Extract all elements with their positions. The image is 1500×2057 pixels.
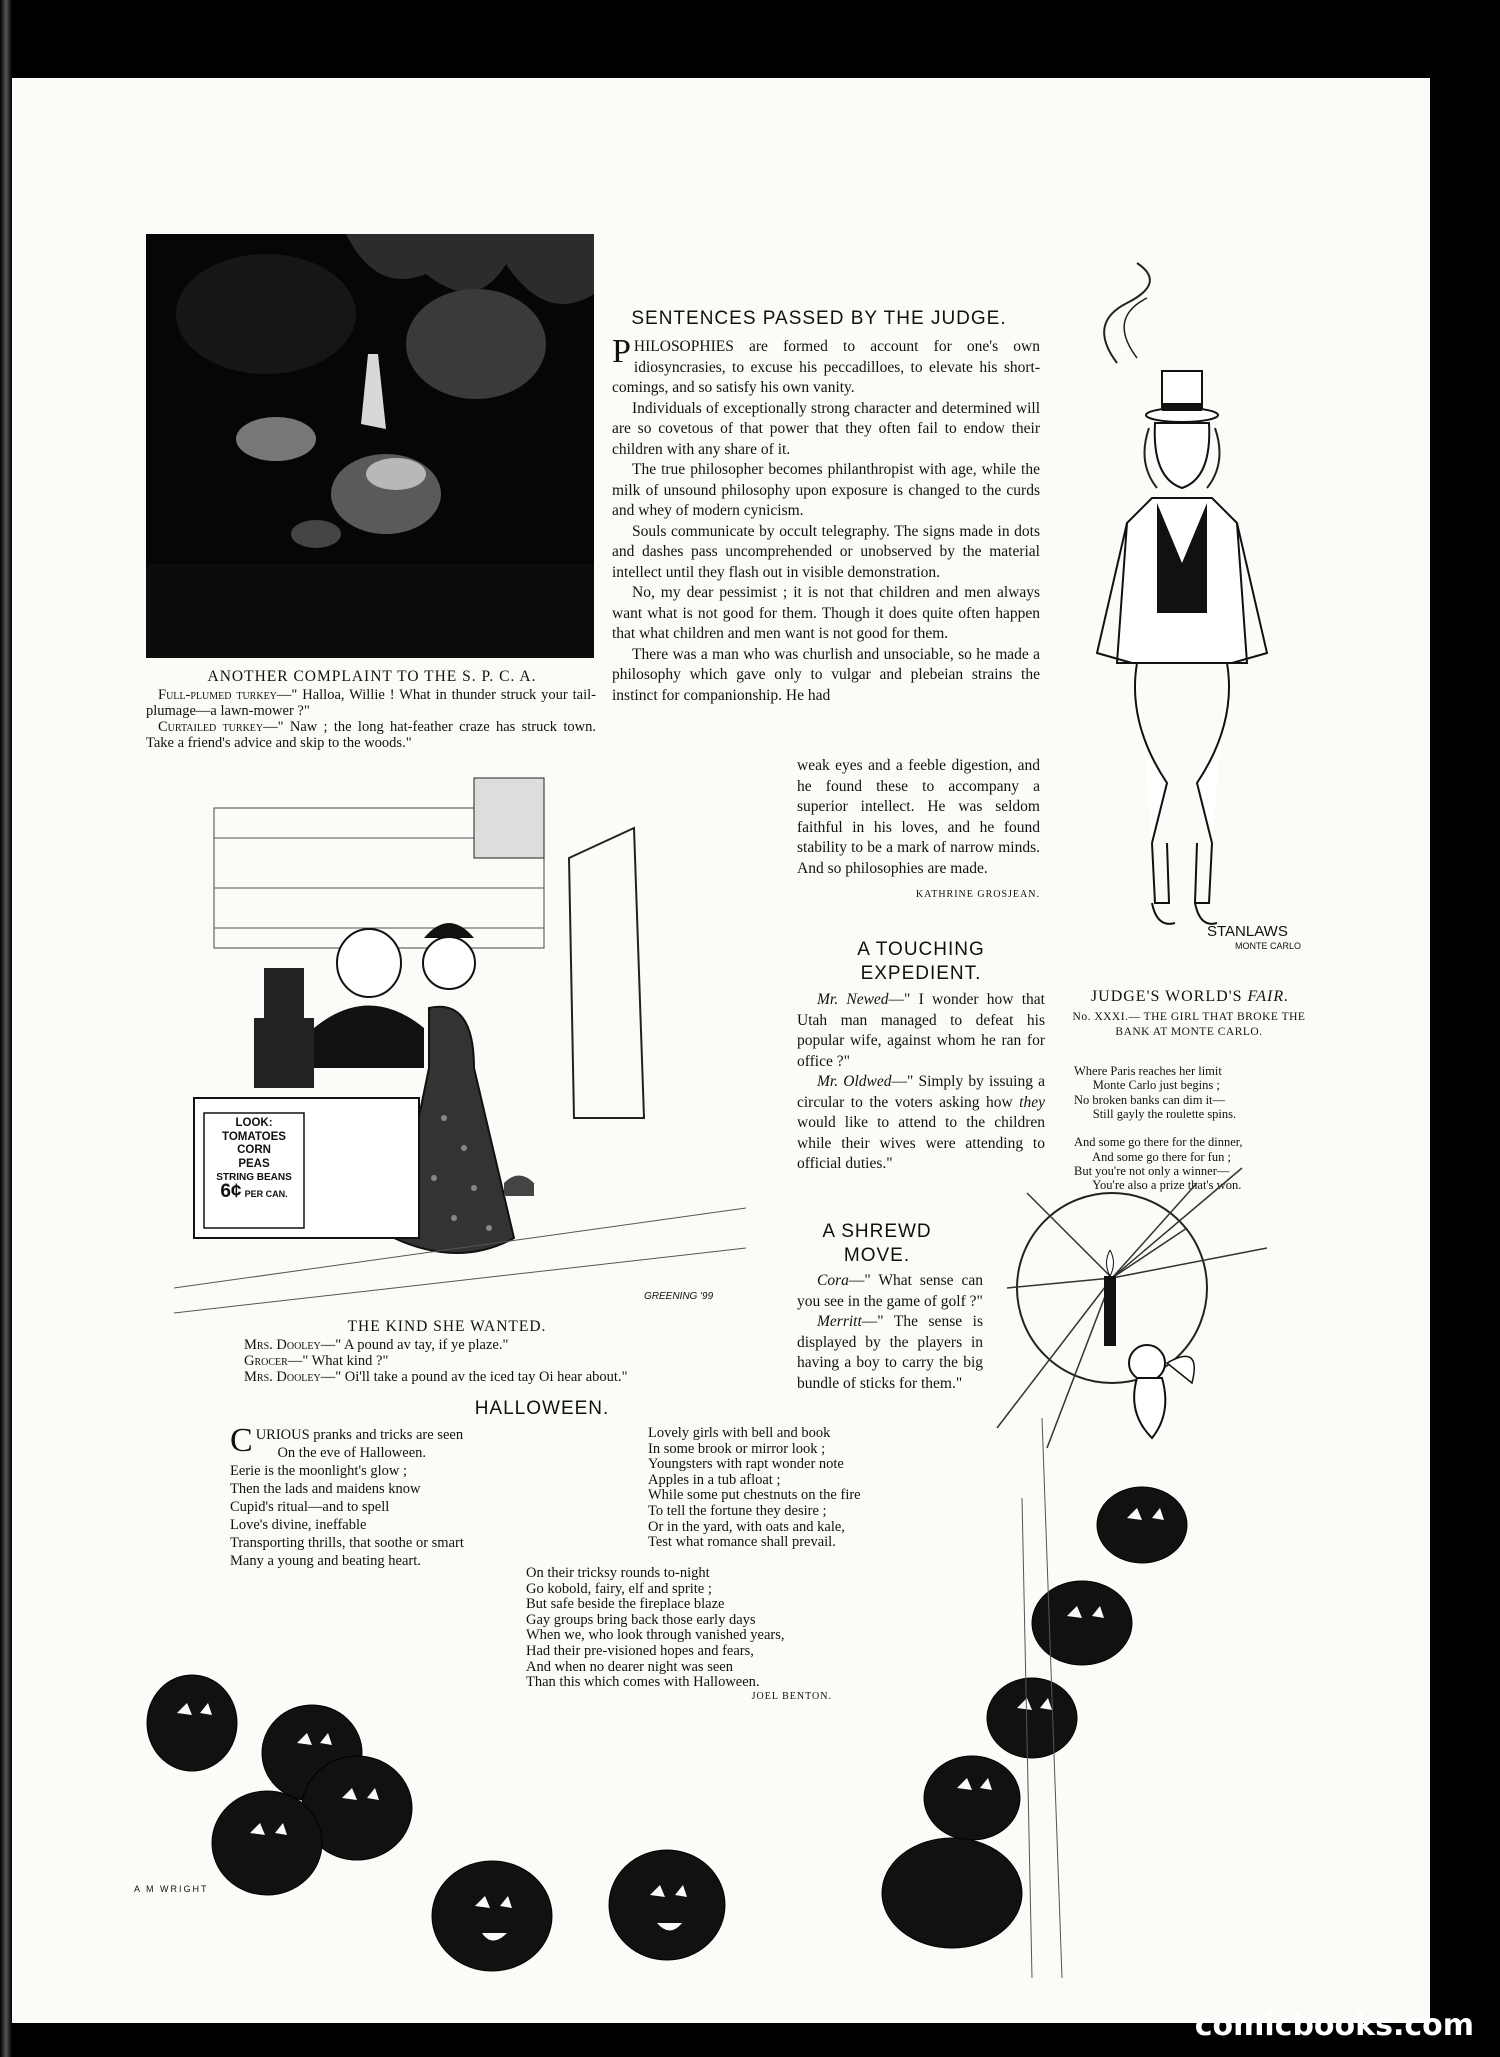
- stanlaws-signature-sub: MONTE CARLO: [1235, 941, 1302, 951]
- worlds-fair-title: JUDGE'S WORLD'S FAIR.: [1090, 988, 1290, 1005]
- grocery-caption-title: THE KIND SHE WANTED.: [347, 1318, 547, 1335]
- sentences-column: PHILOSOPHIES are formed to account for one's own idiosyncrasies, to excuse his peccadilloes, to elevate his short-comings, and so satisfy his own vanity. Individuals of exceptionally strong character and determined will are so covetous of that power that they often fail to endow their children with any share of it. The true philosopher becomes philanthropist with age, while the milk of unsound philosophy upon exposure is changed to the curds and whey of modern cynicism. Souls communicate by occult telegraphy. The signs made in dots and dashes pass uncomprehended or unobserved by the material intellect until they flash out in visible demonstration. No, my dear pessimist ; it is not that children and men always want what is not good for them. Though it does quite often happen that what children and men want is not good for them. There was a man who was churlish and unsociable, so he made a philosophy which gave only to vulgar and plebeian strains the instinct for companionship. He had: [612, 333, 1040, 704]
- turkey-photo: [146, 234, 594, 658]
- shrewd-heading: A SHREWD MOVE.: [822, 1221, 932, 1266]
- wright-artist-signature: A M WRIGHT: [134, 1884, 209, 1894]
- halloween-stanza-1: CURIOUS pranks and tricks are seen On the eve of Halloween. Eerie is the moonlight's glow ; Then the lads and maidens know Cupid's ritual—and to spell Love's divine, ineffable Transporting thrills, that soothe or smart Many a young and beating heart.: [230, 1422, 464, 1569]
- grocery-sign: LOOK: TOMATOES CORN PEAS STRING BEANS 6¢ PER CAN.: [216, 1117, 292, 1202]
- stanlaws-signature: STANLAWS: [1207, 923, 1288, 940]
- grocery-artist-signature: GREENING '99: [644, 1291, 714, 1302]
- worlds-fair-poem: Where Paris reaches her limit Monte Carlo just begins ; No broken banks can dim it— Still gayly the roulette spins. And some go there for the dinner, And some go there for fun ; But you're not only a winner— You're also a prize that's won.: [1074, 1064, 1243, 1193]
- sentences-byline: KATHRINE GROSJEAN.: [915, 889, 1040, 900]
- worlds-fair-subtitle: No. XXXI.— THE GIRL THAT BROKE THE BANK AT MONTE CARLO.: [1072, 1011, 1306, 1038]
- page-spine-edge: [0, 0, 12, 2057]
- halloween-dropcap: C: [230, 1422, 253, 1459]
- site-watermark: comicbooks.com: [1194, 2008, 1474, 2043]
- halloween-stanza-2: Lovely girls with bell and book In some brook or mirror look ; Youngsters with rapt wonder note Apples in a tub afloat ; While some put chestnuts on the fire To tell the fortune they desire ; Or in the yard, with oats and kale, Test what romance shall prevail.: [648, 1425, 861, 1551]
- sentences-dropcap: P: [612, 333, 631, 370]
- grocery-store-cartoon: [174, 768, 746, 1313]
- grocery-caption-text: Mrs. Dooley—" A pound av tay, if ye plaze." Grocer—" What kind ?" Mrs. Dooley—" Oi'll take a pound av the iced tay Oi hear about.": [244, 1337, 628, 1385]
- sentences-column-narrow: weak eyes and a feeble digestion, and he found these to accompany a superior intellect. He was seldom faithful in his loves, and he found stability to be a mark of narrow minds. And so philosophies are made. KATHRINE GROSJEAN.: [797, 756, 1040, 906]
- touching-text: Mr. Newed—" I wonder how that Utah man managed to defeat his popular wife, against whom he ran for office ?" Mr. Oldwed—" Simply by issuing a circular to the voters asking how they would like to attend to the children while their wives were attending to official duties.": [797, 991, 1045, 1172]
- jack-o-lanterns-illustration: [134, 1378, 1292, 1978]
- photo-caption-title: ANOTHER COMPLAINT TO THE S. P. C. A.: [207, 668, 537, 685]
- halloween-stanza-3: On their tricksy rounds to-night Go kobold, fairy, elf and sprite ; But safe beside the fireplace blaze Gay groups bring back those early days When we, who look through vanished years, Had their pre-visioned hopes and fears, And when no dearer night was seen Than this which comes with Halloween.: [526, 1565, 785, 1691]
- photo-caption-text: Full-plumed turkey—" Halloa, Willie ! What in thunder struck your tail-plumage—a lawn-mower ?" Curtailed turkey—" Naw ; the long hat-feather craze has struck town. Take a friend's advice and skip to the woods.": [146, 687, 596, 751]
- touching-heading: A TOUCHING EXPEDIENT.: [857, 939, 985, 984]
- halloween-heading: HALLOWEEN.: [474, 1398, 610, 1419]
- monte-carlo-girl-illustration: [1057, 263, 1322, 968]
- halloween-byline: JOEL BENTON.: [751, 1691, 832, 1702]
- sentences-heading: SENTENCES PASSED BY THE JUDGE.: [631, 308, 1007, 329]
- magazine-page: [12, 78, 1430, 2023]
- shrewd-text: Cora—" What sense can you see in the game of golf ?" Merritt—" The sense is displayed by the players in having a boy to carry the big bundle of sticks for them.": [797, 1272, 983, 1392]
